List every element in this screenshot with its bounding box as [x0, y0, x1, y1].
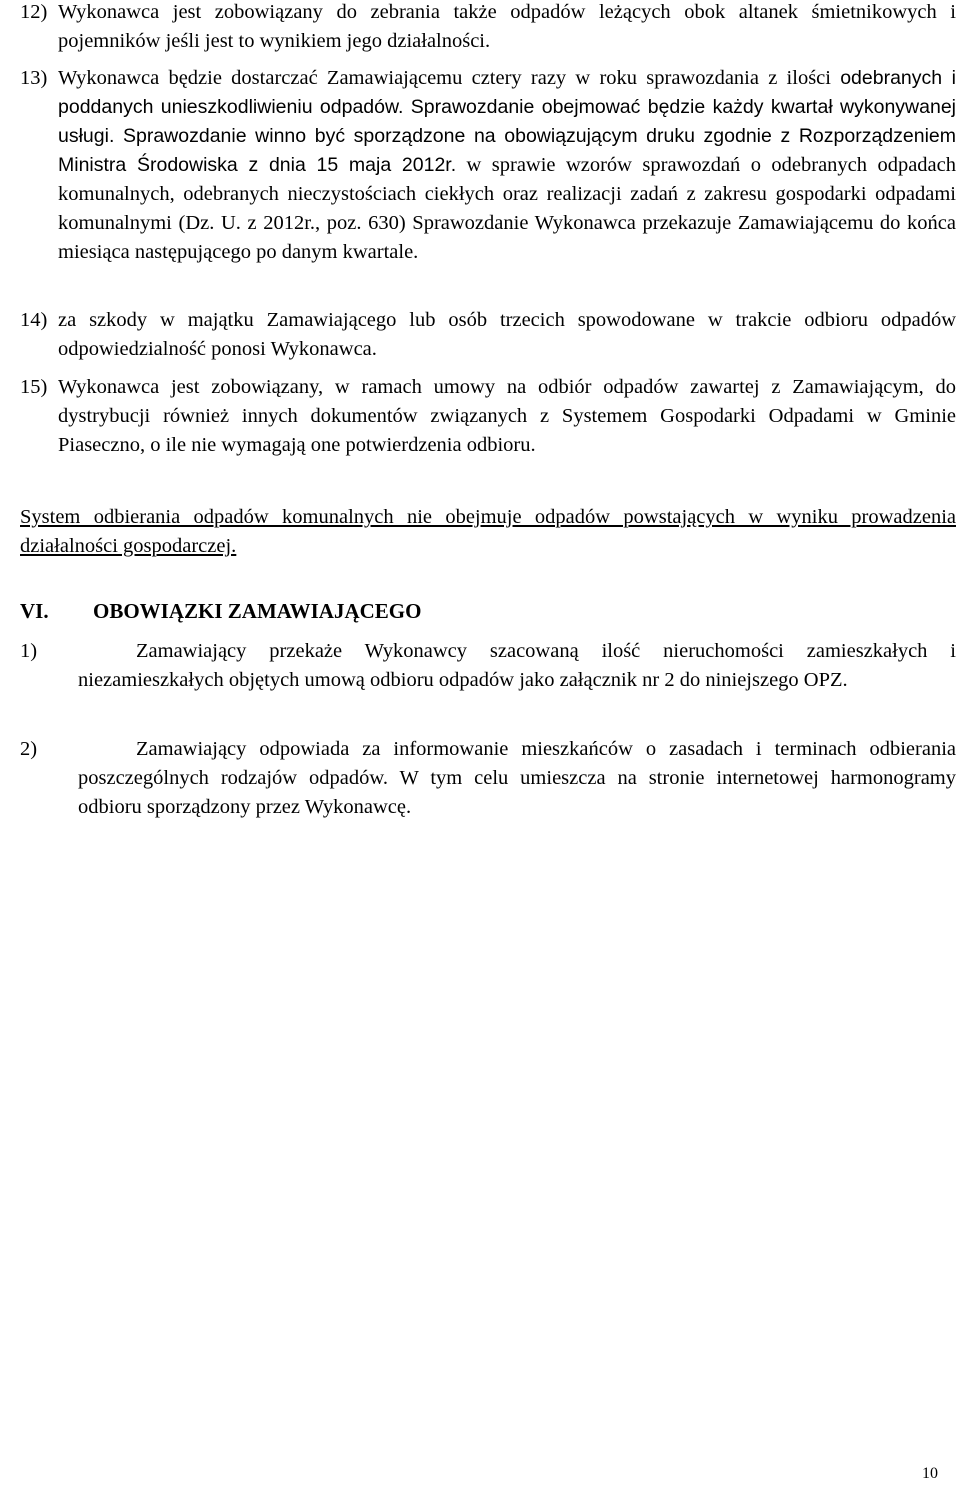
page-number: 10 — [922, 1465, 938, 1482]
item-text-part: odebranych i poddanych unieszkodliwieniu odpadów. Sprawozdanie obejmować będzie każdy kwartał wykonywanej usługi. Sprawozdanie winno być sporządzone na obowiązującym druku zgodnie z Rozporządzeniem Ministra Środowiska z dnia 15 maja 2012r. — [58, 67, 956, 176]
item-text-part: w sprawie wzorów sprawozdań o odebranych odpadach komunalnych, odebranych nieczystościach ciekłych oraz realizacji zadań z zakresu gospodarki odpadami komunalnymi (Dz. U. z 2012r., poz. 630) Sprawozdanie Wykonawca przekazuje Zamawiającemu do końca miesiąca następującego po danym kwartale. — [58, 154, 956, 263]
item-number: 15) — [20, 376, 48, 398]
item-text-part: Wykonawca będzie dostarczać Zamawiającemu cztery razy w roku sprawozdania z ilości — [58, 67, 841, 89]
item-number: 1) — [20, 640, 38, 662]
list-item-15 — [20, 373, 956, 460]
list-item-14 — [20, 306, 956, 364]
item-text: Wykonawca jest zobowiązany do zebrania także odpadów leżących obok altanek śmietnikowych i pojemników jeśli jest to wynikiem jego działalności. — [58, 1, 956, 52]
item-number: 2) — [20, 738, 38, 760]
list-item-12 — [20, 0, 956, 56]
section-number: VI. — [20, 599, 49, 623]
item-text: za szkody w majątku Zamawiającego lub osób trzecich spowodowane w trakcie odbioru odpadów odpowiedzialność ponosi Wykonawca. — [58, 309, 956, 360]
list-item-13 — [20, 64, 956, 267]
system-note: System odbierania odpadów komunalnych nie obejmuje odpadów powstających w wyniku prowadzenia działalności gospodarczej. — [20, 506, 956, 557]
section-item-1 — [20, 637, 956, 695]
item-text — [58, 64, 956, 267]
item-number: 12) — [20, 1, 48, 23]
item-text: Zamawiający przekaże Wykonawcy szacowaną ilość nieruchomości zamieszkałych i niezamieszkałych objętych umową odbioru odpadów jako załącznik nr 2 do niniejszego OPZ. — [78, 640, 956, 691]
item-number: 13) — [20, 67, 48, 89]
section-item-2 — [20, 735, 956, 822]
item-text: Wykonawca jest zobowiązany, w ramach umowy na odbiór odpadów zawartej z Zamawiającym, do dystrybucji również innych dokumentów związanych z Systemem Gospodarki Odpadami w Gminie Piaseczno, o ile nie wymagają one potwierdzenia odbioru. — [58, 376, 956, 456]
section-title: OBOWIĄZKI ZAMAWIAJĄCEGO — [93, 599, 422, 623]
item-number: 14) — [20, 309, 48, 331]
item-text: Zamawiający odpowiada za informowanie mieszkańców o zasadach i terminach odbierania poszczególnych rodzajów odpadów. W tym celu umieszcza na stronie internetowej harmonogramy odbioru sporządzony przez Wykonawcę. — [78, 738, 956, 818]
